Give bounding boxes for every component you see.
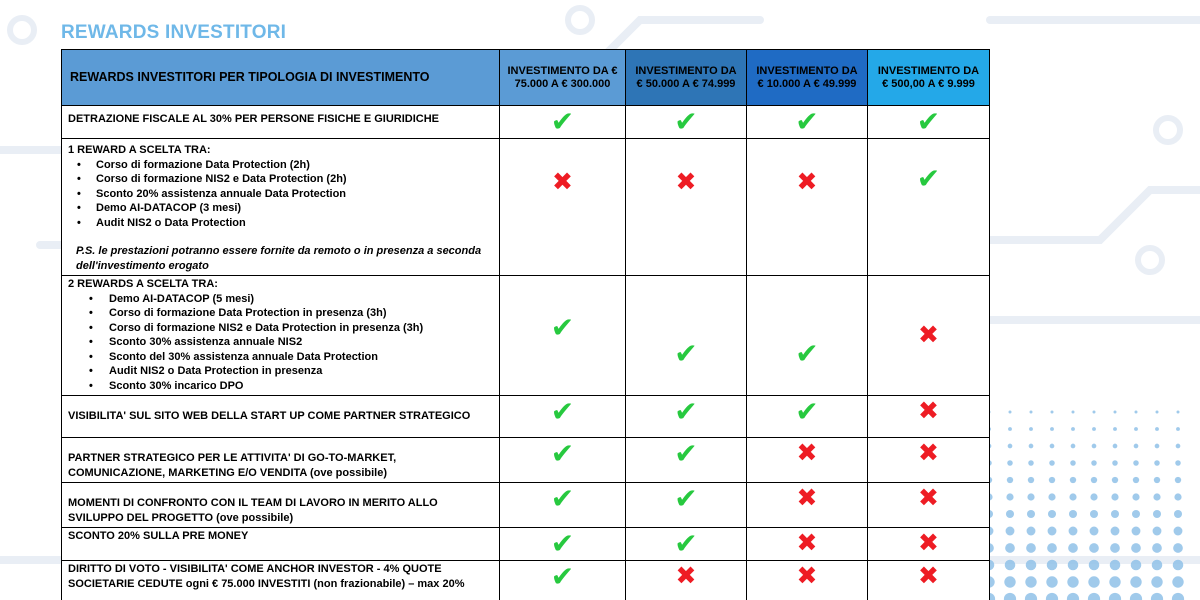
cross-icon: ✖	[675, 561, 697, 590]
table-row	[62, 438, 990, 483]
check-icon: ✔	[674, 437, 698, 470]
check-icon: ✔	[674, 395, 698, 428]
reward-title: DETRAZIONE FISCALE AL 30% PER PERSONE FISICHE E GIURIDICHE	[68, 113, 439, 125]
reward-mark	[626, 561, 747, 600]
reward-mark	[747, 528, 868, 561]
reward-mark	[868, 483, 990, 528]
cross-icon: ✖	[796, 528, 818, 557]
list-item: • Corso di formazione NIS2 e Data Protection (2h)	[68, 172, 493, 187]
reward-title: SCONTO 20% SULLA PRE MONEY	[68, 530, 249, 542]
list-item: • Audit NIS2 o Data Protection in presenza	[68, 364, 493, 379]
reward-mark	[626, 276, 747, 396]
reward-mark	[626, 438, 747, 483]
reward-mark	[500, 561, 626, 600]
reward-mark	[868, 106, 990, 139]
reward-mark	[747, 483, 868, 528]
reward-mark	[500, 139, 626, 276]
list-item: • Corso di formazione Data Protection (2h)	[68, 158, 493, 173]
reward-mark	[747, 106, 868, 139]
reward-title: 1 REWARD A SCELTA TRA:	[68, 144, 211, 156]
cross-icon: ✖	[552, 167, 573, 196]
list-item: • Audit NIS2 o Data Protection	[68, 216, 493, 231]
reward-mark	[747, 561, 868, 600]
reward-mark	[626, 139, 747, 276]
check-icon: ✔	[550, 437, 575, 470]
check-icon: ✔	[916, 105, 941, 138]
check-icon: ✔	[674, 527, 698, 560]
reward-mark	[500, 483, 626, 528]
reward-mark	[626, 396, 747, 438]
reward-mark	[747, 438, 868, 483]
reward-cell	[62, 139, 500, 276]
check-icon: ✔	[550, 311, 575, 344]
table-row	[62, 528, 990, 561]
list-item: • Corso di formazione Data Protection in presenza (3h)	[68, 306, 493, 321]
check-icon: ✔	[795, 337, 819, 370]
cross-icon: ✖	[918, 483, 939, 512]
list-item: • Corso di formazione NIS2 e Data Protection in presenza (3h)	[68, 321, 493, 336]
reward-mark	[747, 276, 868, 396]
list-item: • Sconto del 30% assistenza annuale Data Protection	[68, 350, 493, 365]
table-row	[62, 396, 990, 438]
check-icon: ✔	[550, 482, 575, 515]
list-item: • Sconto 30% assistenza annuale NIS2	[68, 335, 493, 350]
column-header-tier-3: INVESTIMENTO DA € 10.000 A € 49.999	[747, 50, 868, 106]
check-icon: ✔	[550, 527, 575, 560]
table-row	[62, 483, 990, 528]
reward-cell	[62, 106, 500, 139]
check-icon: ✔	[550, 560, 575, 593]
check-icon: ✔	[795, 395, 819, 428]
reward-mark	[626, 483, 747, 528]
cross-icon: ✖	[918, 528, 939, 557]
reward-cell	[62, 528, 500, 561]
reward-mark	[747, 139, 868, 276]
reward-mark	[868, 438, 990, 483]
reward-title: PARTNER STRATEGICO PER LE ATTIVITA' DI GO-TO-MARKET, COMUNICAZIONE, MARKETING E/O VENDITA (ove possibile)	[68, 452, 397, 479]
reward-mark	[500, 396, 626, 438]
check-icon: ✔	[795, 105, 819, 138]
reward-cell	[62, 483, 500, 528]
reward-mark	[626, 106, 747, 139]
table-row	[62, 139, 990, 276]
reward-cell	[62, 438, 500, 483]
reward-mark	[500, 438, 626, 483]
reward-cell	[62, 276, 500, 396]
reward-cell	[62, 396, 500, 438]
cross-icon: ✖	[918, 561, 939, 590]
list-item: • Demo AI-DATACOP (5 mesi)	[68, 292, 493, 307]
cross-icon: ✖	[675, 167, 697, 196]
cross-icon: ✖	[796, 438, 818, 467]
check-icon: ✔	[550, 395, 575, 428]
reward-title: MOMENTI DI CONFRONTO CON IL TEAM DI LAVORO IN MERITO ALLO SVILUPPO DEL PROGETTO (ove possibile)	[68, 497, 438, 524]
reward-mark	[868, 276, 990, 396]
rewards-table	[61, 49, 990, 600]
cross-icon: ✖	[918, 320, 939, 349]
list-item: • Sconto 20% assistenza annuale Data Protection	[68, 187, 493, 202]
check-icon: ✔	[916, 162, 941, 195]
list-item: • Sconto 30% incarico DPO	[68, 379, 493, 394]
check-icon: ✔	[674, 105, 698, 138]
reward-note: P.S. le prestazioni potranno essere fornite da remoto o in presenza a seconda dell'investimento erogato	[76, 245, 482, 272]
reward-cell	[62, 561, 500, 600]
reward-mark	[868, 139, 990, 276]
reward-mark	[500, 276, 626, 396]
reward-mark	[868, 561, 990, 600]
cross-icon: ✖	[796, 561, 818, 590]
column-header-tier-4: INVESTIMENTO DA € 500,00 A € 9.999	[868, 50, 990, 106]
cross-icon: ✖	[796, 167, 818, 196]
column-header-tier-1: INVESTIMENTO DA € 75.000 A € 300.000	[500, 50, 626, 106]
table-row	[62, 106, 990, 139]
table-row	[62, 561, 990, 600]
reward-mark	[747, 396, 868, 438]
list-item: • Demo AI-DATACOP (3 mesi)	[68, 201, 493, 216]
reward-mark	[868, 396, 990, 438]
reward-mark	[626, 528, 747, 561]
reward-mark	[868, 528, 990, 561]
page-title: REWARDS INVESTITORI	[61, 22, 287, 43]
cross-icon: ✖	[918, 396, 939, 425]
reward-mark	[500, 528, 626, 561]
table-header-title: REWARDS INVESTITORI PER TIPOLOGIA DI INVESTIMENTO	[62, 50, 500, 106]
cross-icon: ✖	[918, 438, 939, 467]
check-icon: ✔	[674, 482, 698, 515]
cross-icon: ✖	[796, 483, 818, 512]
check-icon: ✔	[550, 105, 575, 138]
reward-title: VISIBILITA' SUL SITO WEB DELLA START UP COME PARTNER STRATEGICO	[68, 410, 471, 422]
reward-title: DIRITTO DI VOTO - VISIBILITA' COME ANCHOR INVESTOR - 4% QUOTE SOCIETARIE CEDUTE ogni € 75.000 INVESTITI (non frazionabile) – max 20%	[68, 563, 465, 590]
table-row	[62, 276, 990, 396]
table-header-row	[62, 50, 990, 106]
column-header-tier-2: INVESTIMENTO DA € 50.000 A € 74.999	[626, 50, 747, 106]
check-icon: ✔	[674, 337, 698, 370]
reward-title: 2 REWARDS A SCELTA TRA:	[68, 278, 218, 290]
reward-mark	[500, 106, 626, 139]
